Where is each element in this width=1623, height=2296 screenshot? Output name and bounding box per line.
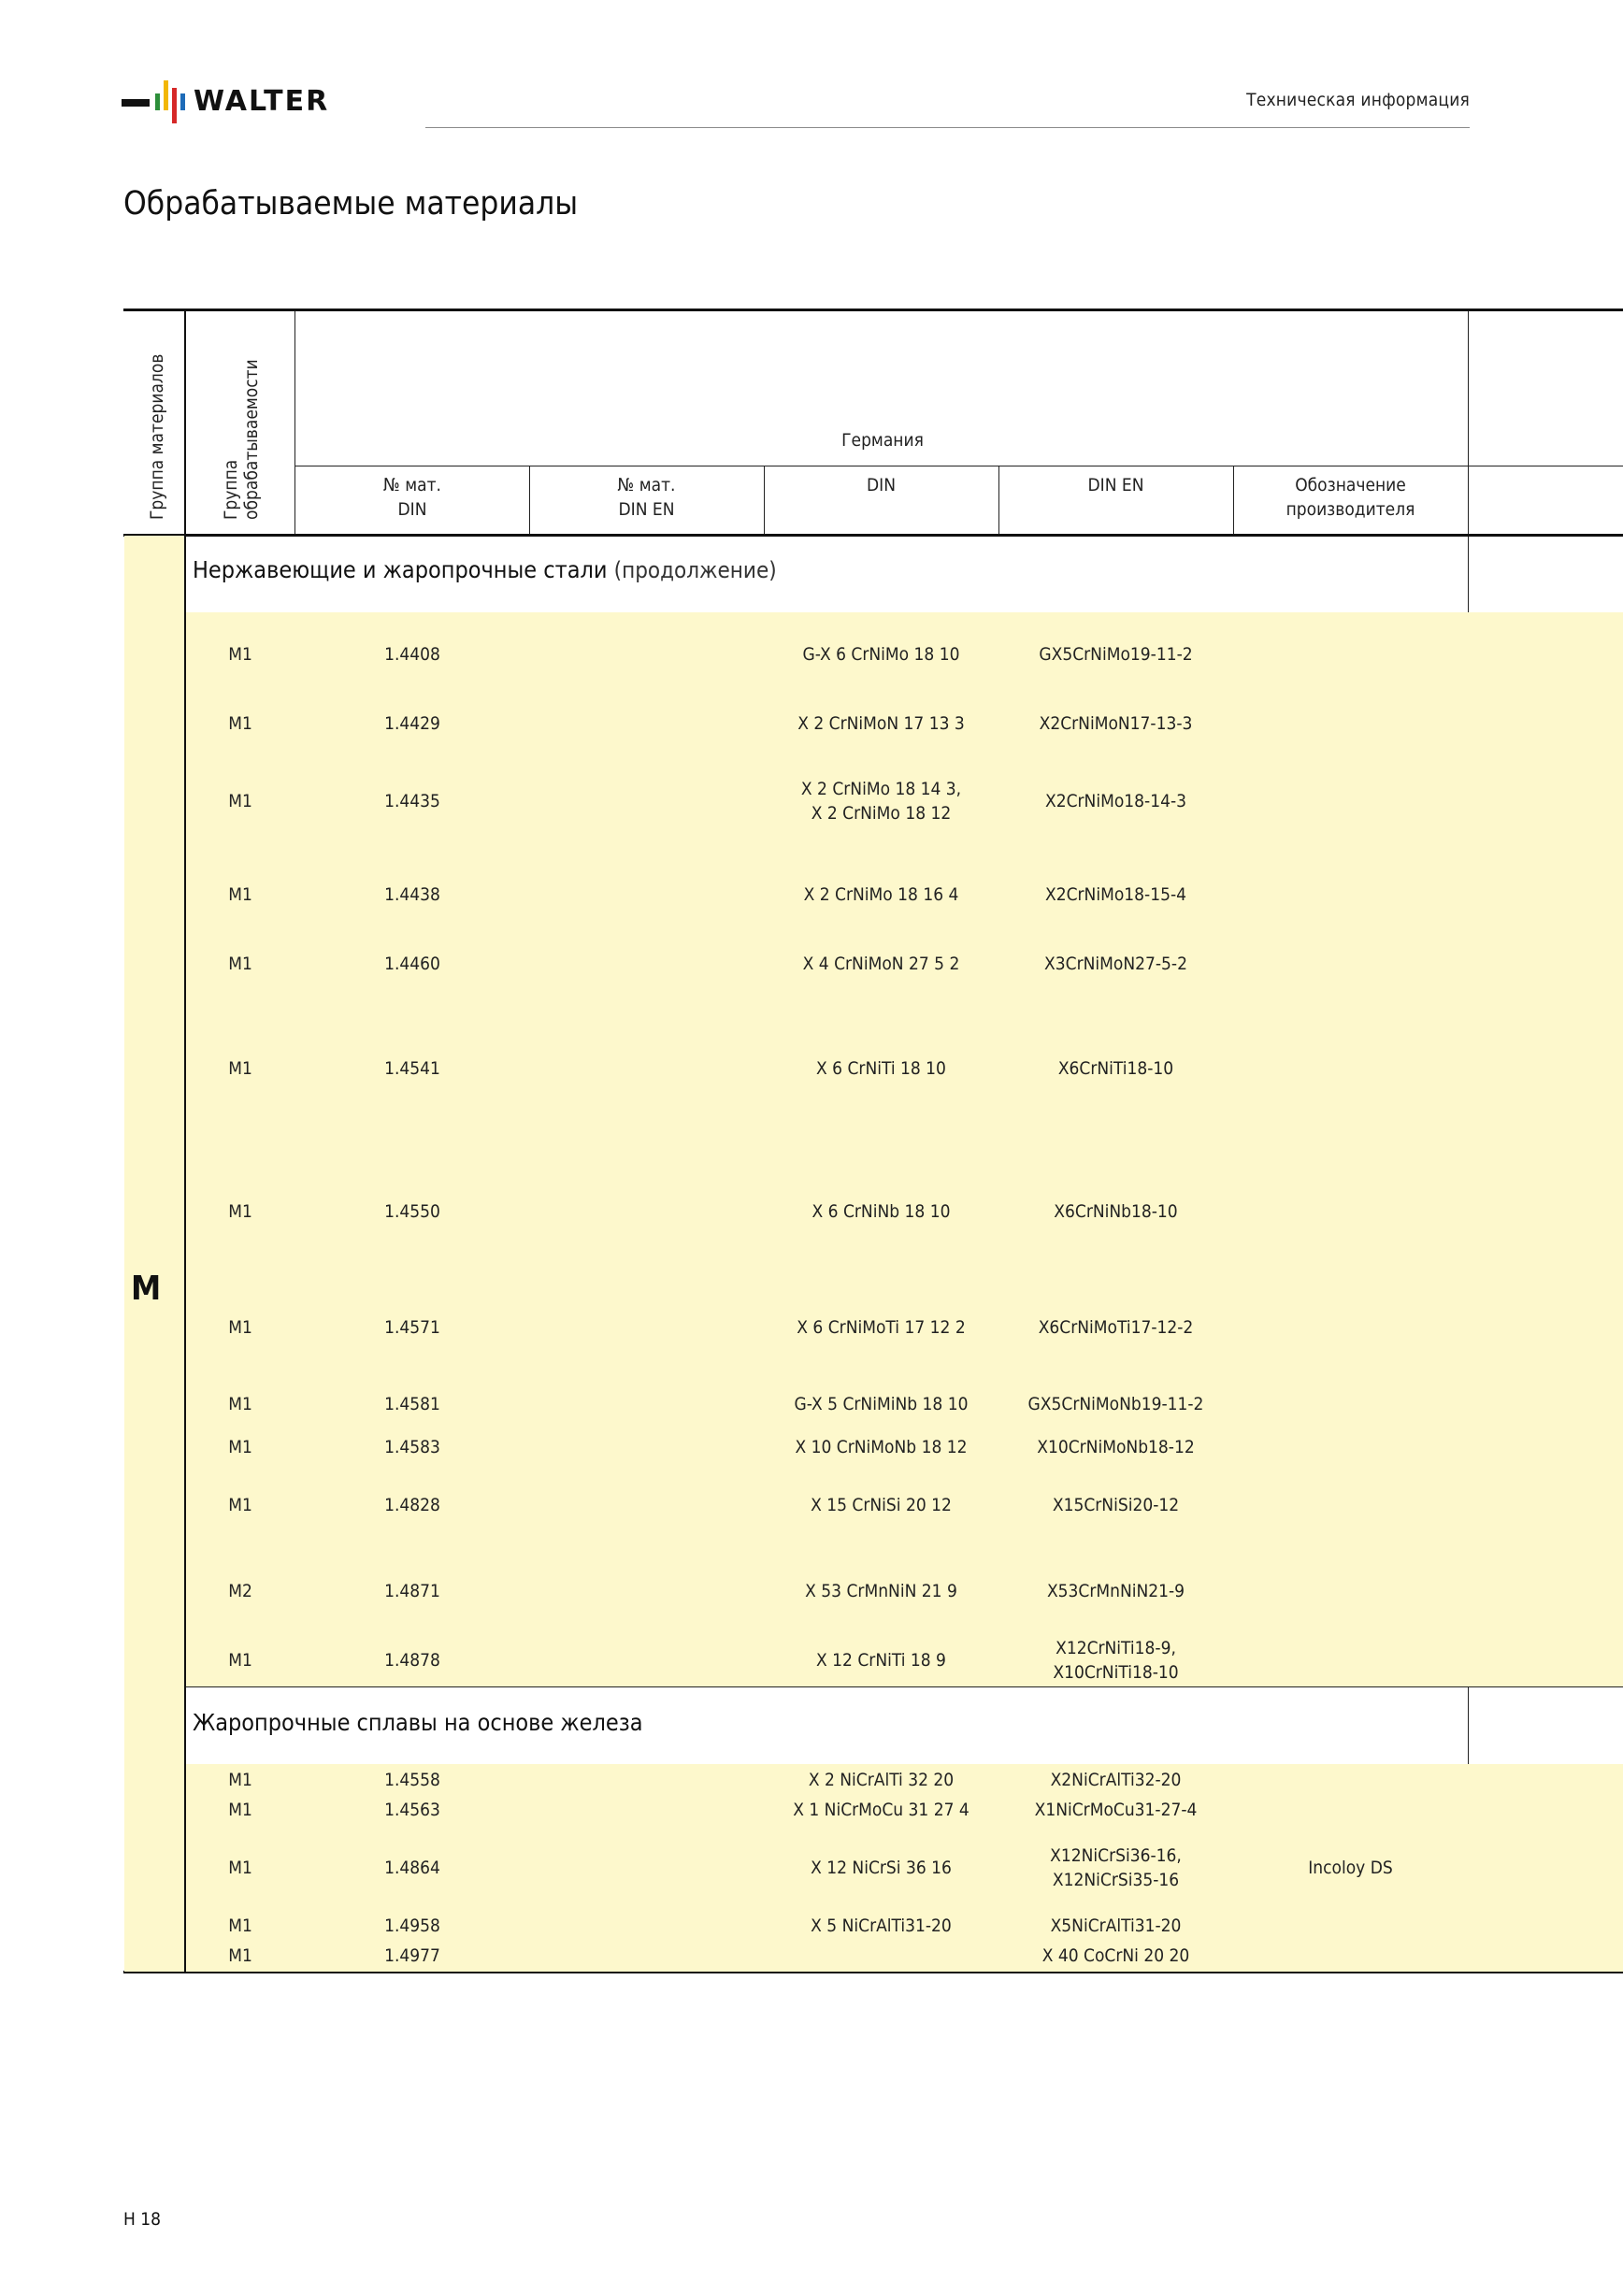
rows1-cell-din_en: X10CrNiMoNb18-12 <box>1037 1436 1195 1457</box>
rows1-cell-grp: M1 <box>228 791 252 811</box>
rows1-cell-mat_din_en <box>529 612 764 696</box>
section-title-stainless <box>193 556 777 583</box>
group-column-background <box>124 536 184 1972</box>
section2-top-rule <box>185 1686 1623 1687</box>
rows1-cell-maker <box>1233 1278 1468 1377</box>
rows2-cell-din_en: X2NiCrAlTi32-20 <box>1050 1769 1182 1790</box>
rows2-cell-maker <box>1233 1795 1468 1825</box>
rows1-cell-mat_din: 1.4878 <box>384 1649 440 1671</box>
rows2-cell-din <box>764 1941 998 1971</box>
rows1-cell-din_en: X6CrNiTi18-10 <box>1057 1057 1174 1079</box>
rows1-cell-mat_din_en <box>529 991 764 1145</box>
rows1-cell-grp: M1 <box>228 1057 252 1079</box>
rows1-cell-grp: M1 <box>228 1649 252 1671</box>
rows2-cell-din: X 2 NiCrAlTi 32 20 <box>808 1769 955 1790</box>
col-header-sub-4: Обозначение производителя <box>1285 475 1415 520</box>
rows1-cell-din_en: X6CrNiNb18-10 <box>1054 1201 1178 1222</box>
rows2-cell-mat_din: 1.4563 <box>384 1800 440 1820</box>
rows1-cell-grp: M1 <box>228 644 252 665</box>
section-title-stainless-subtitle: (продолжение) <box>613 557 777 583</box>
rows1-cell-din: G-X 6 CrNiMo 18 10 <box>802 644 960 665</box>
rows1-cell-mat_din_en <box>529 1377 764 1431</box>
rows1-cell-grp: M1 <box>228 883 252 905</box>
rows2-cell-din_en: X 40 CoCrNi 20 20 <box>1041 1945 1190 1966</box>
table-top-rule <box>123 309 1623 311</box>
rows1-cell-maker <box>1233 1462 1468 1548</box>
rows1-cell-din_en: X15CrNiSi20-12 <box>1052 1495 1180 1515</box>
rows1-cell-din: X 2 CrNiMo 18 14 3, X 2 CrNiMo 18 12 <box>800 779 962 824</box>
rows1-cell-mat_din: 1.4435 <box>384 791 440 811</box>
rows1-cell-mat_din_en <box>529 1633 764 1686</box>
rows2-cell-din: X 1 NiCrMoCu 31 27 4 <box>793 1800 969 1820</box>
rows1-cell-din: X 53 CrMnNiN 21 9 <box>805 1580 957 1601</box>
rows2-cell-mat_din: 1.4558 <box>384 1769 440 1790</box>
col-header-material-group: Группа материалов <box>147 353 167 520</box>
rows1-cell-din: X 6 CrNiNb 18 10 <box>812 1201 951 1222</box>
rows1-cell-maker <box>1233 1377 1468 1431</box>
rows1-cell-din: X 2 CrNiMo 18 16 4 <box>803 883 959 905</box>
rows1-cell-mat_din_en <box>529 751 764 852</box>
rows1-cell-grp: M1 <box>228 1495 252 1515</box>
rows1-cell-grp: M1 <box>228 1201 252 1222</box>
rows1-cell-mat_din: 1.4871 <box>384 1580 440 1601</box>
rows1-cell-din: X 10 CrNiMoNb 18 12 <box>795 1436 968 1457</box>
rows2-cell-mat_din_en <box>529 1795 764 1825</box>
page-number: H 18 <box>123 2209 162 2230</box>
rows1-cell-din: X 4 CrNiMoN 27 5 2 <box>802 954 960 974</box>
rows2-cell-maker <box>1233 1764 1468 1795</box>
rows1-cell-maker <box>1233 1633 1468 1686</box>
rows1-cell-mat_din: 1.4583 <box>384 1436 440 1457</box>
rows1-cell-mat_din: 1.4581 <box>384 1394 440 1414</box>
rows1-cell-maker <box>1233 852 1468 937</box>
col-header-machinability-group: Группа обрабатываемости <box>221 359 262 520</box>
rows1-cell-mat_din_en <box>529 1462 764 1548</box>
rows1-cell-maker <box>1233 991 1468 1145</box>
col-header-sub-0: № мат. DIN <box>383 475 441 520</box>
rows2-cell-grp: M1 <box>228 1769 252 1790</box>
rows1-cell-din_en: X6CrNiMoTi17-12-2 <box>1038 1317 1194 1338</box>
rows2-cell-din_en: X1NiCrMoCu31-27-4 <box>1034 1800 1198 1820</box>
rows1-cell-mat_din_en <box>529 1145 764 1278</box>
rows2-cell-grp: M1 <box>228 1858 252 1878</box>
section-title-stainless-text: Нержавеющие и жаропрочные стали <box>193 556 608 583</box>
rows1-cell-mat_din: 1.4828 <box>384 1495 440 1515</box>
rows1-cell-maker <box>1233 937 1468 991</box>
header-section-label: Техническая информация <box>1246 90 1470 110</box>
rows1-cell-maker <box>1233 696 1468 751</box>
rows1-cell-maker <box>1233 612 1468 696</box>
rows1-cell-grp: M2 <box>228 1580 252 1601</box>
col-header-sub-2: DIN <box>867 475 896 495</box>
rows2-cell-maker: Incoloy DS <box>1308 1858 1393 1878</box>
rows1-cell-din_en: X53CrMnNiN21-9 <box>1046 1580 1185 1601</box>
col-header-sub-3: DIN EN <box>1087 475 1144 495</box>
rows2-cell-maker <box>1233 1911 1468 1941</box>
rows1-cell-maker <box>1233 1548 1468 1633</box>
rows1-cell-grp: M1 <box>228 713 252 734</box>
rows2-cell-mat_din: 1.4958 <box>384 1916 440 1936</box>
rows2-cell-mat_din: 1.4977 <box>384 1945 440 1966</box>
rows1-cell-din: X 6 CrNiTi 18 10 <box>816 1057 946 1079</box>
rows1-cell-mat_din_en <box>529 1548 764 1633</box>
rows2-cell-maker <box>1233 1941 1468 1971</box>
rows1-cell-mat_din_en <box>529 696 764 751</box>
rows1-cell-mat_din_en <box>529 1278 764 1377</box>
brand-text: WALTER <box>194 85 330 118</box>
rows1-cell-din_en: GX5CrNiMo19-11-2 <box>1039 644 1193 665</box>
section-title-heat-resistant-text: Жаропрочные сплавы на основе железа <box>193 1709 643 1736</box>
col-header-sub-1: № мат. DIN EN <box>617 475 676 520</box>
rows1-cell-din: X 12 CrNiTi 18 9 <box>816 1649 946 1671</box>
rows2-cell-grp: M1 <box>228 1800 252 1820</box>
section-title-heat-resistant <box>193 1709 642 1736</box>
material-group-letter: M <box>131 1270 162 1308</box>
rows1-cell-din_en: GX5CrNiMoNb19-11-2 <box>1027 1394 1204 1414</box>
rows1-cell-din_en: X12CrNiTi18-9, X10CrNiTi18-10 <box>1053 1637 1179 1683</box>
rows2-cell-din_en: X12NiCrSi36-16, X12NiCrSi35-16 <box>1050 1845 1182 1890</box>
rows2-cell-din: X 5 NiCrAlTi31-20 <box>811 1916 952 1936</box>
rows1-cell-grp: M1 <box>228 1436 252 1457</box>
rows1-cell-maker <box>1233 751 1468 852</box>
rows1-cell-din_en: X2CrNiMoN17-13-3 <box>1039 713 1193 734</box>
rows2-cell-mat_din_en <box>529 1825 764 1911</box>
rows1-cell-grp: M1 <box>228 1317 252 1338</box>
rows1-cell-maker <box>1233 1431 1468 1462</box>
rows1-cell-mat_din: 1.4550 <box>384 1201 440 1222</box>
rows1-cell-din_en: X2CrNiMo18-15-4 <box>1045 883 1186 905</box>
rows1-cell-mat_din: 1.4541 <box>384 1057 440 1079</box>
rows1-cell-mat_din: 1.4438 <box>384 883 440 905</box>
rows1-cell-mat_din_en <box>529 852 764 937</box>
rows1-cell-mat_din: 1.4408 <box>384 644 440 665</box>
header-bottom-rule <box>123 534 1623 537</box>
rows2-cell-grp: M1 <box>228 1945 252 1966</box>
rows1-cell-din_en: X3CrNiMoN27-5-2 <box>1044 954 1187 974</box>
rows1-cell-mat_din: 1.4429 <box>384 713 440 734</box>
rows1-cell-din_en: X2CrNiMo18-14-3 <box>1045 791 1186 811</box>
rows1-cell-grp: M1 <box>228 954 252 974</box>
rows1-cell-din: X 15 CrNiSi 20 12 <box>811 1495 952 1515</box>
rows1-cell-maker <box>1233 1145 1468 1278</box>
rows2-cell-mat_din: 1.4864 <box>384 1858 440 1878</box>
rows1-cell-mat_din: 1.4460 <box>384 954 440 974</box>
rows1-cell-din: X 6 CrNiMoTi 17 12 2 <box>797 1317 966 1338</box>
rows1-cell-din: X 2 CrNiMoN 17 13 3 <box>797 713 965 734</box>
rows2-cell-grp: M1 <box>228 1916 252 1936</box>
rows1-cell-grp: M1 <box>228 1394 252 1414</box>
rows1-cell-din: G-X 5 CrNiMiNb 18 10 <box>794 1394 969 1414</box>
rows2-cell-mat_din_en <box>529 1911 764 1941</box>
rows2-cell-din_en: X5NiCrAlTi31-20 <box>1050 1916 1182 1936</box>
page-title: Обрабатываемые материалы <box>123 185 579 222</box>
rows1-cell-mat_din: 1.4571 <box>384 1317 440 1338</box>
rows2-cell-mat_din_en <box>529 1941 764 1971</box>
rows1-cell-mat_din_en <box>529 1431 764 1462</box>
col-header-country: Германия <box>841 430 924 451</box>
rows2-cell-din: X 12 NiCrSi 36 16 <box>811 1858 952 1878</box>
rows1-cell-mat_din_en <box>529 937 764 991</box>
rows2-cell-mat_din_en <box>529 1764 764 1795</box>
